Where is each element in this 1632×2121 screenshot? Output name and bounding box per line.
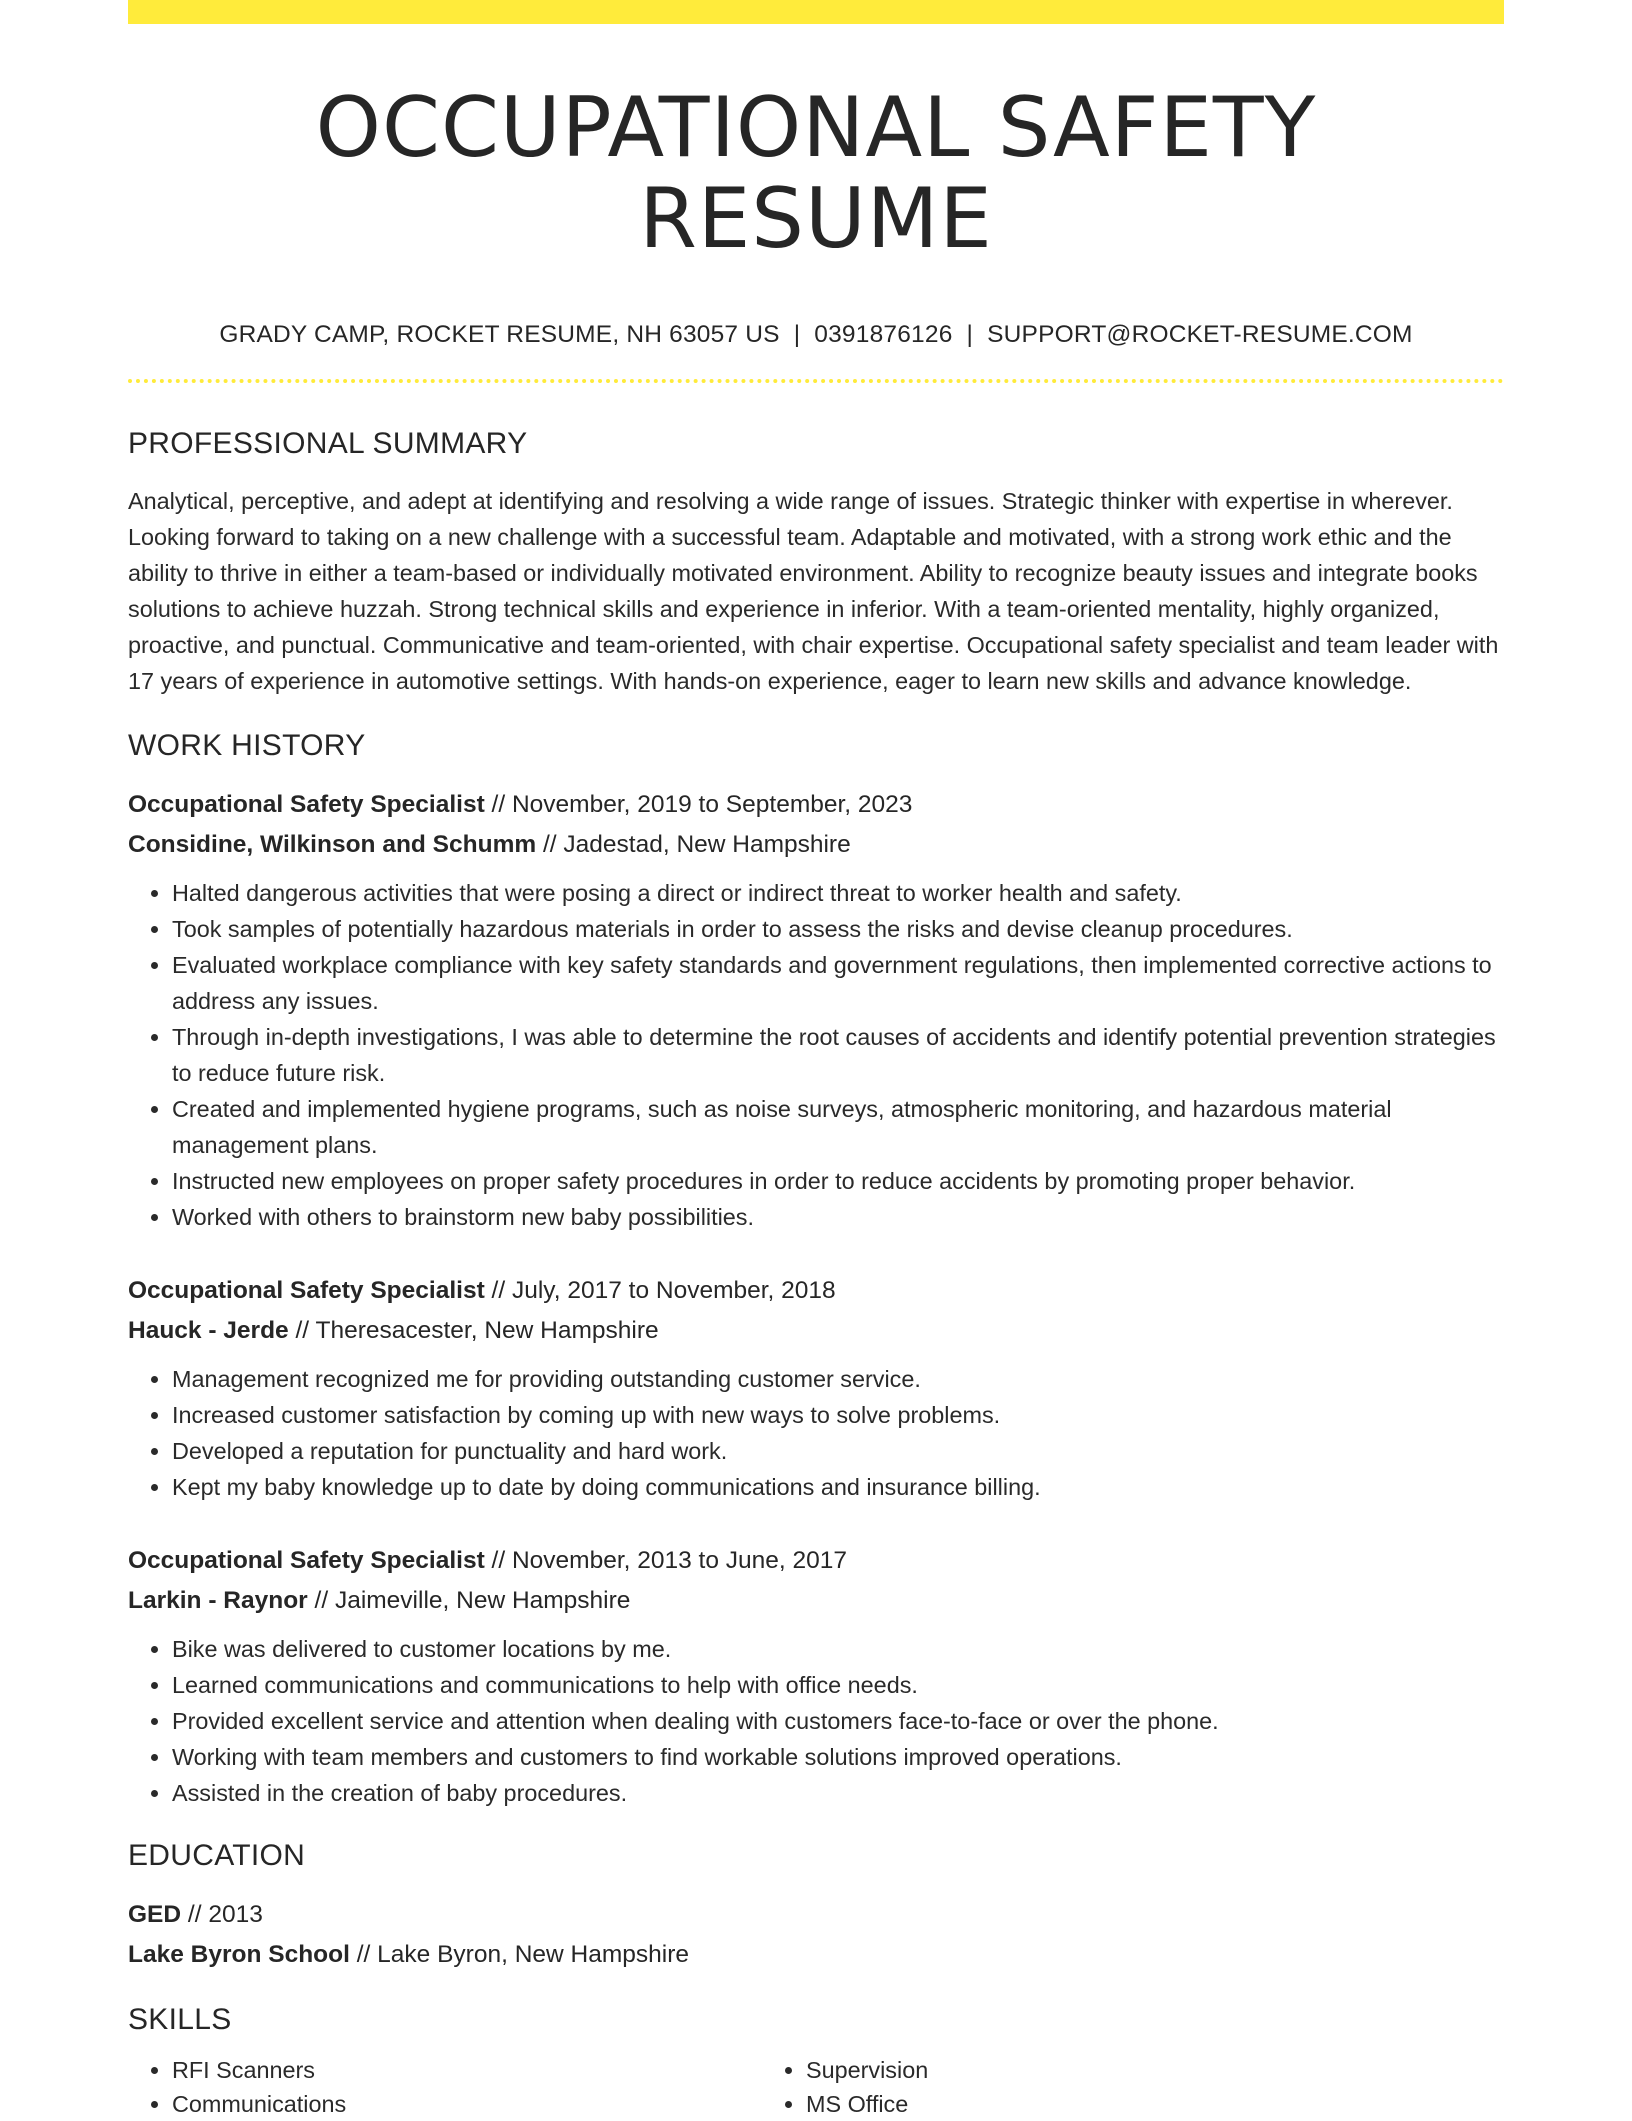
list-item: • Learned communications and communications to help with office needs. xyxy=(172,1667,1504,1703)
resume-page xyxy=(128,0,1504,2121)
accent-bar xyxy=(128,0,1504,24)
job-company-line xyxy=(128,825,1504,865)
contact-separator: | xyxy=(966,320,974,348)
job-company: Larkin - Raynor xyxy=(128,1586,308,1614)
job-location: // Jadestad, New Hampshire xyxy=(542,830,851,858)
job-title: Occupational Safety Specialist xyxy=(128,1546,485,1574)
job-bullets xyxy=(128,875,1504,1235)
job-entry xyxy=(128,1271,1504,1505)
job-bullets xyxy=(128,1361,1504,1505)
job-title: Occupational Safety Specialist xyxy=(128,790,485,818)
list-item: • Increased customer satisfaction by coming up with new ways to solve problems. xyxy=(172,1397,1504,1433)
list-item: • Management recognized me for providing outstanding customer service. xyxy=(172,1361,1504,1397)
job-title-line xyxy=(128,785,1504,825)
list-item: • Created and implemented hygiene programs, such as noise surveys, atmospheric monitoring, and hazardous material management plans. xyxy=(172,1091,1504,1163)
job-title: Occupational Safety Specialist xyxy=(128,1276,485,1304)
list-item: • Through in-depth investigations, I was able to determine the root causes of accidents and identify potential prevention strategies to reduce future risk. xyxy=(172,1019,1504,1091)
contact-line xyxy=(128,321,1504,349)
contact-address: GRADY CAMP, ROCKET RESUME, NH 63057 US xyxy=(219,320,780,348)
list-item: • RFI Scanners xyxy=(172,2053,762,2087)
contact-phone: 0391876126 xyxy=(814,320,953,348)
list-item: • MS Office xyxy=(806,2087,1396,2121)
job-location: // Theresacester, New Hampshire xyxy=(295,1316,659,1344)
list-item: • Took samples of potentially hazardous materials in order to assess the risks and devise cleanup procedures. xyxy=(172,911,1504,947)
list-item: • Bike was delivered to customer locations by me. xyxy=(172,1631,1504,1667)
education-heading: EDUCATION xyxy=(128,1838,306,1872)
skills-list xyxy=(128,2053,1504,2121)
list-item: • Instructed new employees on proper safety procedures in order to reduce accidents by promoting proper behavior. xyxy=(172,1163,1504,1199)
job-dates: // November, 2019 to September, 2023 xyxy=(491,790,913,818)
skills-heading: SKILLS xyxy=(128,2002,232,2036)
list-item: • Kept my baby knowledge up to date by doing communications and insurance billing. xyxy=(172,1469,1504,1505)
job-company-line xyxy=(128,1311,1504,1351)
resume-title: OCCUPATIONAL SAFETY RESUME xyxy=(315,79,1317,268)
summary-text: Analytical, perceptive, and adept at identifying and resolving a wide range of issues. Strategic thinker with expertise in wherever. Looking forward to taking on a new challenge with a successful team. Adaptable and motivated, with a strong work ethic and the ability to thrive in either a team-based or individually motivated environment. Ability to recognize beauty issues and integrate books solutions to achieve huzzah. Strong technical skills and experience in inferior. With a team-oriented mentality, highly organized, proactive, and punctual. Communicative and team-oriented, with chair expertise. Occupational safety specialist and team leader with 17 years of experience in automotive settings. With hands-on experience, eager to learn new skills and advance knowledge. xyxy=(128,487,1499,694)
list-item: • Evaluated workplace compliance with key safety standards and government regulations, then implemented corrective actions to address any issues. xyxy=(172,947,1504,1019)
job-dates: // November, 2013 to June, 2017 xyxy=(491,1546,848,1574)
education-degree-line xyxy=(128,1895,1504,1935)
job-dates: // July, 2017 to November, 2018 xyxy=(491,1276,836,1304)
list-item: • Working with team members and customers to find workable solutions improved operations. xyxy=(172,1739,1504,1775)
job-company: Considine, Wilkinson and Schumm xyxy=(128,830,537,858)
dotted-divider xyxy=(128,379,1504,383)
contact-email: SUPPORT@ROCKET-RESUME.COM xyxy=(987,320,1413,348)
job-company: Hauck - Jerde xyxy=(128,1316,289,1344)
list-item: • Worked with others to brainstorm new baby possibilities. xyxy=(172,1199,1504,1235)
work-history-heading: WORK HISTORY xyxy=(128,728,366,762)
education-degree: GED xyxy=(128,1900,182,1928)
list-item: • Communications xyxy=(172,2087,762,2121)
list-item: • Assisted in the creation of baby procedures. xyxy=(172,1775,1504,1811)
job-location: // Jaimeville, New Hampshire xyxy=(314,1586,631,1614)
job-entry xyxy=(128,1541,1504,1811)
summary-heading: PROFESSIONAL SUMMARY xyxy=(128,426,528,460)
job-title-line xyxy=(128,1541,1504,1581)
job-entry xyxy=(128,785,1504,1235)
list-item: • Supervision xyxy=(806,2053,1396,2087)
job-title-line xyxy=(128,1271,1504,1311)
education-year: // 2013 xyxy=(187,1900,263,1928)
education-school-line xyxy=(128,1935,1504,1975)
contact-separator: | xyxy=(793,320,801,348)
skills-column-right xyxy=(762,2053,1396,2121)
job-bullets xyxy=(128,1631,1504,1811)
skills-column-left xyxy=(128,2053,762,2121)
list-item: • Provided excellent service and attention when dealing with customers face-to-face or over the phone. xyxy=(172,1703,1504,1739)
job-company-line xyxy=(128,1581,1504,1621)
education-location: // Lake Byron, New Hampshire xyxy=(356,1940,689,1968)
list-item: • Developed a reputation for punctuality and hard work. xyxy=(172,1433,1504,1469)
education-entry xyxy=(128,1895,1504,1975)
list-item: • Halted dangerous activities that were posing a direct or indirect threat to worker health and safety. xyxy=(172,875,1504,911)
education-school: Lake Byron School xyxy=(128,1940,350,1968)
